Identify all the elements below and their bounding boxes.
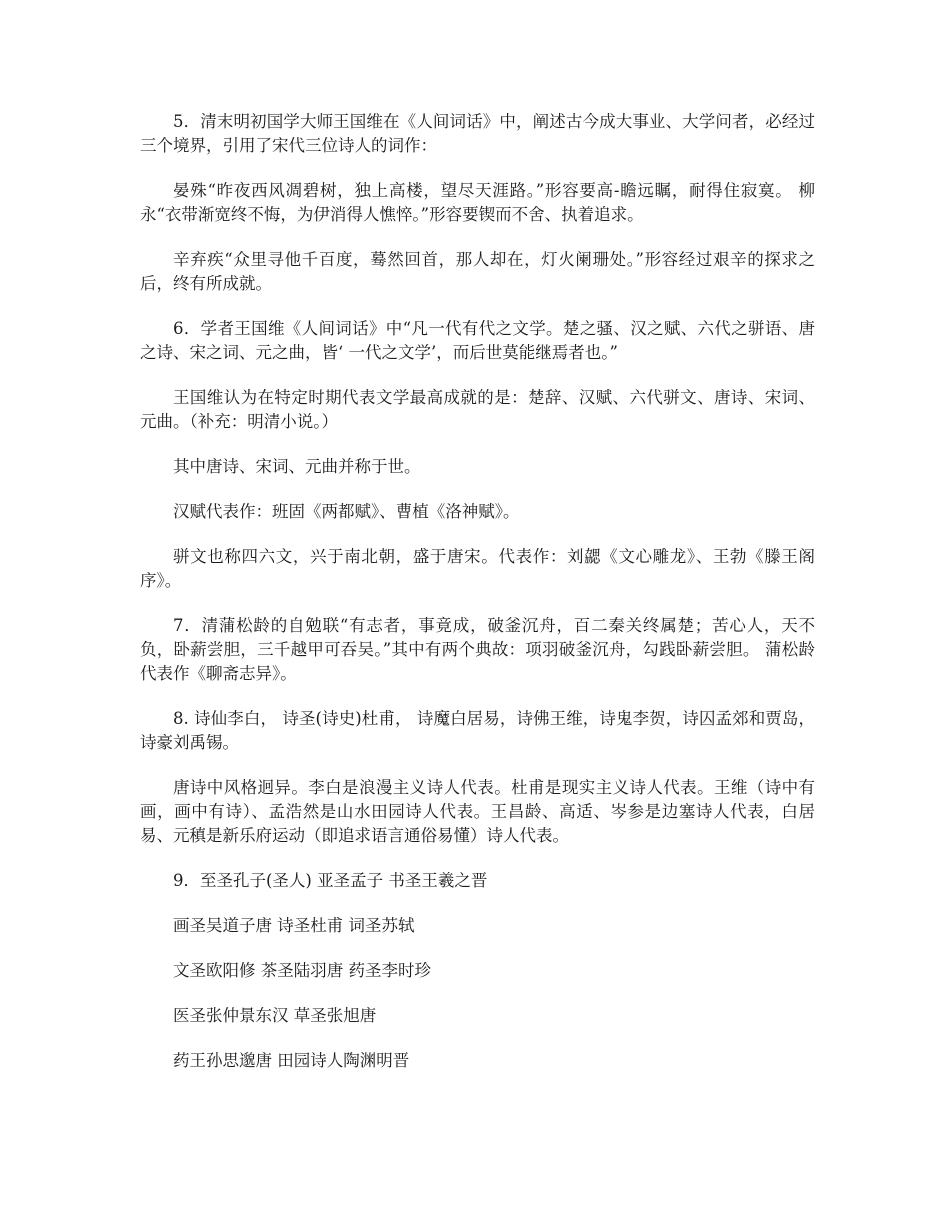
paragraph-saints-3: 文圣欧阳修 茶圣陆羽唐 药圣李时珍 xyxy=(173,961,431,980)
document-body xyxy=(140,110,815,1094)
paragraph-item-9: 9．至圣孔子(圣人) 亚圣孟子 书圣王羲之晋 xyxy=(173,871,488,890)
paragraph-han-fu: 汉赋代表作：班固《两都赋》、曹植《洛神赋》。 xyxy=(173,502,520,521)
paragraph-saints-2: 画圣吴道子唐 诗圣杜甫 词圣苏轼 xyxy=(173,916,415,935)
paragraph-literature-summary: 王国维认为在特定时期代表文学最高成就的是：楚辞、汉赋、六代骈文、唐诗、宋词、元曲。（补充：明清小说。） xyxy=(140,388,815,431)
paragraph-tang-poetry-styles: 唐诗中风格迥异。李白是浪漫主义诗人代表。杜甫是现实主义诗人代表。王维（诗中有画，画中有诗）、孟浩然是山水田园诗人代表。王昌龄、高适、岑参是边塞诗人代表，白居易、元稹是新乐府运动（即追求语言通俗易懂）诗人代表。 xyxy=(140,778,815,845)
paragraph-yanshu: 晏殊“昨夜西风凋碧树，独上高楼，望尽天涯路。”形容要高-瞻远瞩，耐得住寂寞。 柳永“衣带渐宽终不悔，为伊消得人憔悴。”形容要锲而不舍、执着追求。 xyxy=(140,181,815,224)
paragraph-item-7: 7．清蒲松龄的自勉联“有志者，事竟成，破釜沉舟，百二秦关终属楚；苦心人，天不负，卧薪尝胆，三千越甲可吞吴。”其中有两个典故：项羽破釜沉舟，勾践卧薪尝胆。 蒲松龄代表作《聊斋志异》。 xyxy=(140,616,815,683)
paragraph-saints-4: 医圣张仲景东汉 草圣张旭唐 xyxy=(173,1006,377,1025)
paragraph-tang-song-yuan: 其中唐诗、宋词、元曲并称于世。 xyxy=(173,457,421,476)
paragraph-saints-5: 药王孙思邈唐 田园诗人陶渊明晋 xyxy=(173,1051,410,1070)
paragraph-item-6: 6．学者王国维《人间词话》中“凡一代有代之文学。楚之骚、汉之赋、六代之骈语、唐之诗、宋之词、元之曲，皆‘ 一代之文学’，而后世莫能继焉者也。” xyxy=(140,319,815,362)
paragraph-xinqiji: 辛弃疾“众里寻他千百度，蓦然回首，那人却在，灯火阑珊处。”形容经过艰辛的探求之后，终有所成就。 xyxy=(140,250,815,293)
paragraph-item-5: 5．清末明初国学大师王国维在《人间词话》中，阐述古今成大事业、大学问者，必经过三个境界，引用了宋代三位诗人的词作： xyxy=(140,112,815,155)
paragraph-item-8: 8. 诗仙李白， 诗圣(诗史)杜甫， 诗魔白居易，诗佛王维，诗鬼李贺，诗囚孟郊和贾岛， 诗豪刘禹锡。 xyxy=(140,709,815,752)
paragraph-pianwen: 骈文也称四六文，兴于南北朝，盛于唐宋。代表作：刘勰《文心雕龙》、王勃《滕王阁序》。 xyxy=(140,547,815,590)
